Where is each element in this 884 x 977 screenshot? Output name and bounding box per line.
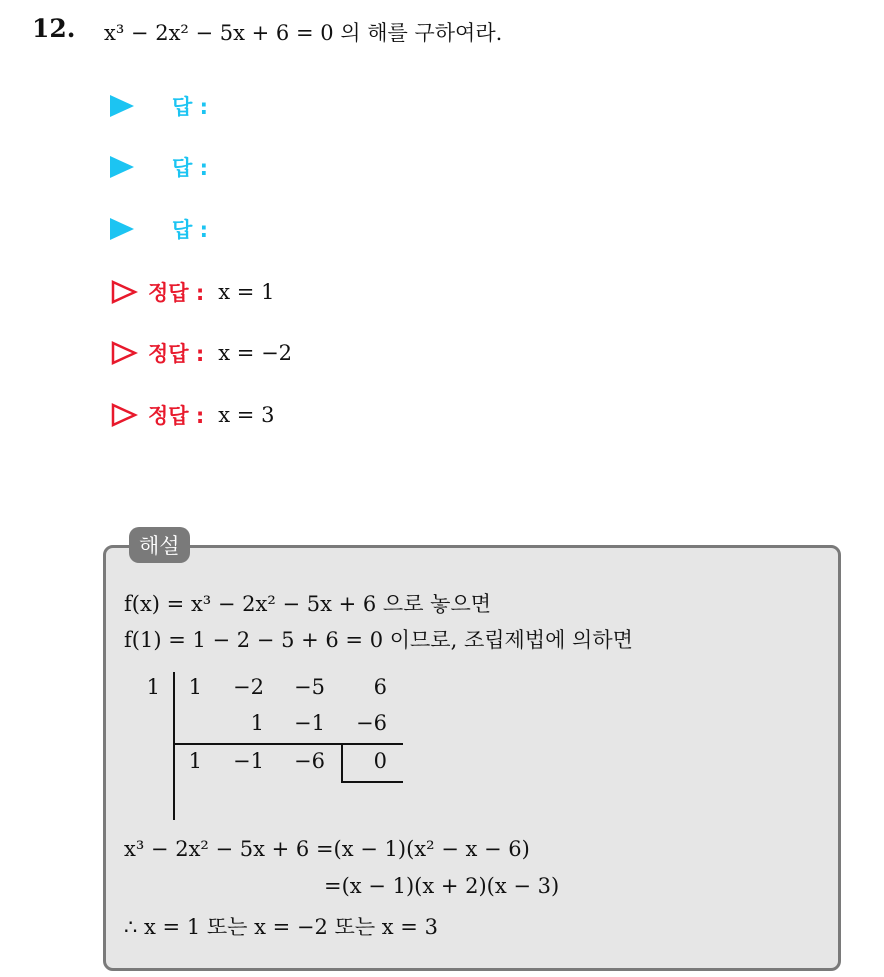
correct-answer-3 — [110, 400, 274, 430]
play-icon — [110, 156, 134, 178]
play-icon — [110, 95, 134, 117]
answer-row-1 — [110, 91, 208, 121]
coef: −5 — [294, 675, 325, 699]
answer-label: 답 : — [172, 218, 208, 242]
correct-answer-1 — [110, 277, 274, 307]
triangle-outline-icon — [110, 340, 138, 366]
triangle-outline-icon — [110, 402, 138, 428]
solution-line-4: =(x − 1)(x + 2)(x − 3) — [324, 874, 560, 898]
remainder: 0 — [373, 749, 387, 773]
correct-answer-value: x = −2 — [218, 341, 293, 365]
correct-answer-label: 정답 : — [148, 342, 205, 366]
answer-row-3 — [110, 214, 208, 244]
coef: 6 — [373, 675, 387, 699]
coef: −2 — [233, 675, 264, 699]
solution-tag: 해설 — [129, 527, 190, 563]
solution-line-2: f(1) = 1 − 2 − 5 + 6 = 0 이므로, 조립제법에 의하면 — [124, 628, 633, 652]
play-icon — [110, 218, 134, 240]
correct-answer-2 — [110, 338, 292, 368]
correct-answer-value: x = 1 — [218, 280, 275, 304]
correct-answer-label: 정답 : — [148, 281, 205, 305]
solution-line-1: f(x) = x³ − 2x² − 5x + 6 으로 놓으면 — [124, 592, 492, 616]
remainder-vertical-rule — [341, 743, 343, 782]
question-number: 12. — [32, 14, 76, 43]
coef: −1 — [294, 711, 325, 735]
question-text: x³ − 2x² − 5x + 6 = 0 의 해를 구하여라. — [104, 21, 503, 45]
triangle-outline-icon — [110, 279, 138, 305]
coef: 1 — [250, 711, 264, 735]
remainder-horizontal-rule — [341, 781, 403, 783]
result: 1 — [188, 749, 202, 773]
solution-line-3: x³ − 2x² − 5x + 6 =(x − 1)(x² − x − 6) — [124, 837, 530, 861]
divisor: 1 — [146, 675, 160, 699]
solution-line-5: ∴ x = 1 또는 x = −2 또는 x = 3 — [124, 915, 438, 939]
coef: −6 — [356, 711, 387, 735]
correct-answer-value: x = 3 — [218, 403, 275, 427]
result: −1 — [233, 749, 264, 773]
answer-label: 답 : — [172, 156, 208, 180]
correct-answer-label: 정답 : — [148, 404, 205, 428]
answer-label: 답 : — [172, 95, 208, 119]
result: −6 — [294, 749, 325, 773]
division-horizontal-rule — [173, 743, 403, 745]
answer-row-2 — [110, 152, 208, 182]
coef: 1 — [188, 675, 202, 699]
